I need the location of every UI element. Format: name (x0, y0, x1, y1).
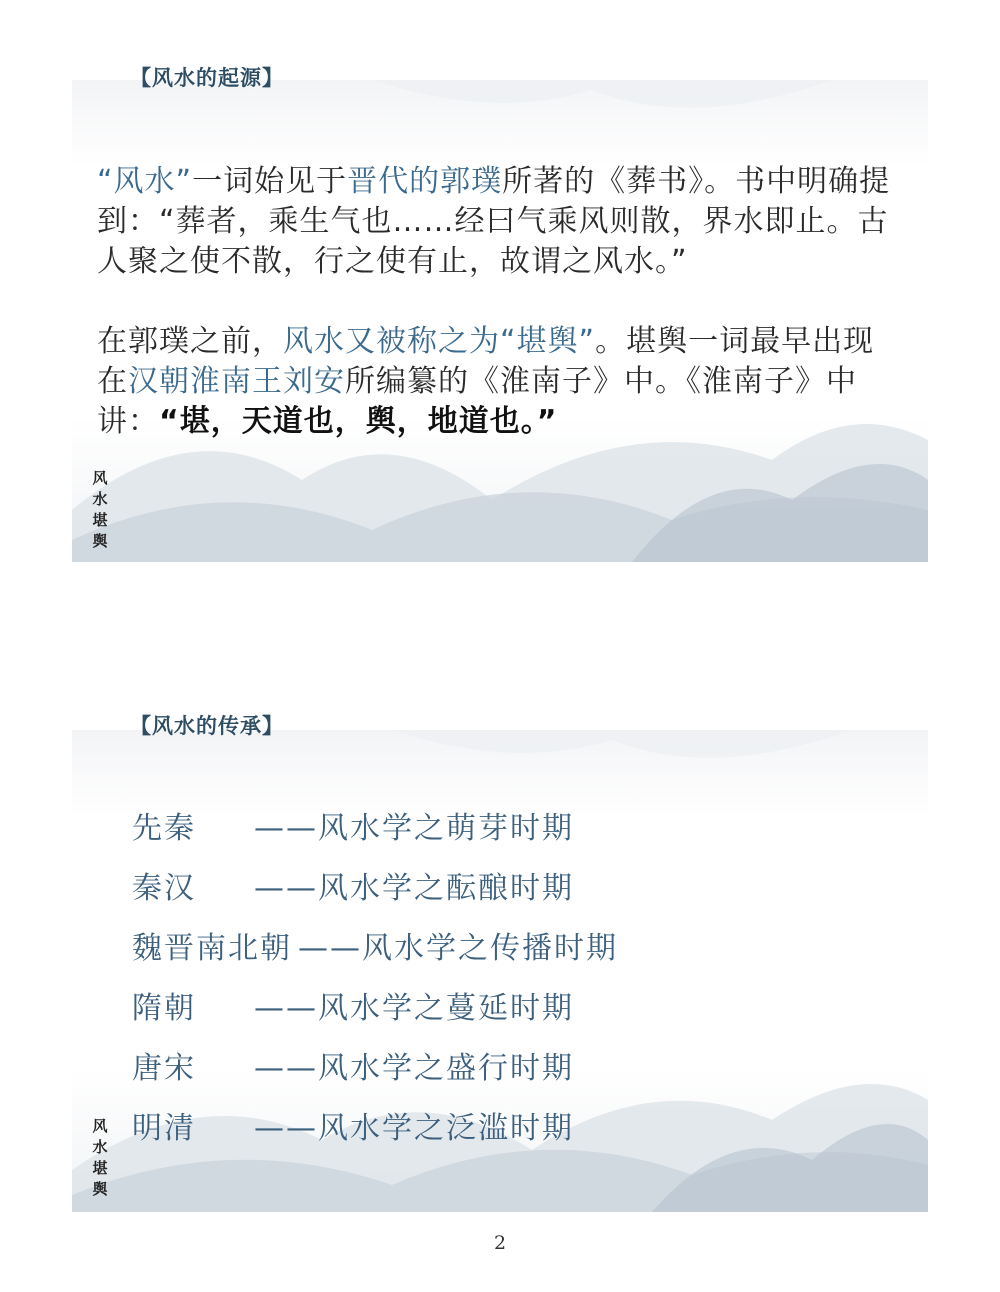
page-number: 2 (493, 1232, 507, 1254)
side-label-text: 风水堪舆 (92, 469, 108, 550)
paragraph-origin-1 (97, 162, 897, 282)
text-run: 汉朝淮南王刘安 (128, 364, 345, 399)
period-name: 先秦 (132, 811, 196, 846)
text-run: 。堪舆一词最早出现在 (97, 324, 875, 399)
paragraph-origin-2 (97, 322, 897, 442)
text-run: 所著的《葬书》。书中明确提到：“葬者，乘生气也……经曰气乘风则散，界水即止。古人聚之使不散，行之使有止，故谓之风水。” (97, 164, 891, 279)
period-list (132, 806, 618, 1166)
period-item (132, 1106, 618, 1166)
period-name: 隋朝 (132, 991, 196, 1026)
text-run: 晋代的郭璞 (347, 164, 503, 199)
side-label (88, 468, 112, 552)
text-run: 风水又被称之为“堪舆” (283, 324, 596, 359)
slide-origin (72, 80, 928, 562)
period-description: ——风水学之传播时期 (298, 931, 618, 966)
period-description: ——风水学之蔓延时期 (254, 991, 574, 1026)
period-description: ——风水学之萌芽时期 (254, 811, 574, 846)
period-description: ——风水学之盛行时期 (254, 1051, 574, 1086)
period-name: 魏晋南北朝 (132, 931, 292, 966)
period-item (132, 926, 618, 986)
text-run: “堪，天道也，舆，地道也。” (159, 404, 558, 439)
mountain-landscape-image (72, 80, 928, 562)
period-name: 唐宋 (132, 1051, 196, 1086)
period-item (132, 1046, 618, 1106)
section-title-inheritance: 【风水的传承】 (130, 713, 284, 738)
period-name: 秦汉 (132, 871, 196, 906)
side-label-text: 风水堪舆 (92, 1117, 108, 1198)
text-run: 所编纂的《淮南子》中。《淮南子》中讲： (97, 364, 857, 439)
period-item (132, 986, 618, 1046)
period-item (132, 866, 618, 926)
period-description: ——风水学之酝酿时期 (254, 871, 574, 906)
section-title-origin: 【风水的起源】 (130, 65, 284, 90)
period-description: ——风水学之泛滥时期 (254, 1111, 574, 1146)
side-label (88, 1116, 112, 1200)
period-name: 明清 (132, 1111, 196, 1146)
text-run: “风水” (97, 164, 193, 199)
text-run: 在郭璞之前， (97, 324, 283, 359)
period-item (132, 806, 618, 866)
text-run: 一词始见于 (192, 164, 348, 199)
